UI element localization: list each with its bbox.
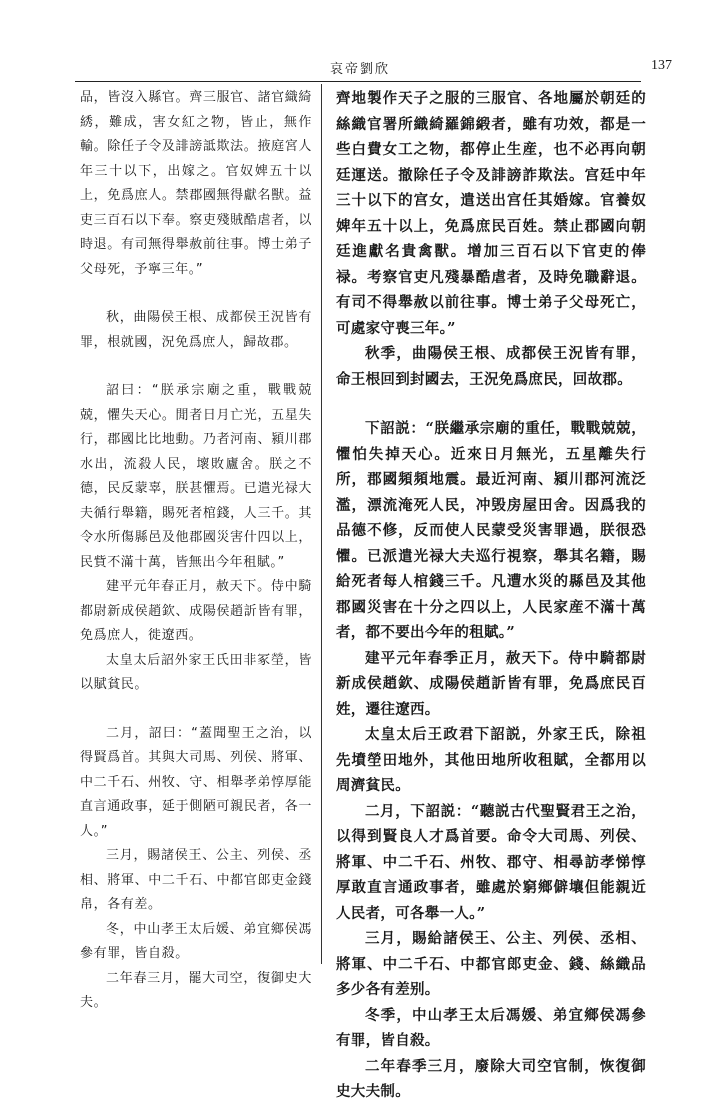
original-paragraph: 秋，曲陽侯王根、成都侯王況皆有罪，根就國，況免爲庶人，歸故郡。: [80, 310, 312, 350]
original-paragraph: 三月，賜諸侯王、公主、列侯、丞相、將軍、中二千石、中都官郎吏金錢帛，各有差。: [80, 848, 312, 912]
original-paragraph: 建平元年春正月，赦天下。侍中騎都尉新成侯趙欽、成陽侯趙訢皆有罪，免爲庶人，徙遼西。: [80, 579, 312, 643]
original-paragraph: 品，皆沒入縣官。齊三服官、諸官織綺綉，難成，害女紅之物，皆止，無作輸。除任子令及誹謗詆欺法。掖庭宮人年三十以下，出嫁之。官奴婢五十以上，免爲庶人。禁郡國無得獻名獸。益吏三百石以下奉。察吏殘賊酷虐者，以時退。有司無得舉赦前往事。博士弟子父母死，予寧三年。”: [80, 90, 312, 277]
translation-paragraph: 秋季，曲陽侯王根、成都侯王況皆有罪，命王根回到封國去，王況免爲庶民，回故郡。: [336, 345, 646, 388]
translation-paragraph: 二年春季三月，廢除大司空官制，恢復御史大夫制。: [336, 1057, 646, 1100]
translation-column: [336, 86, 646, 1105]
translation-paragraph: 建平元年春季正月，赦天下。侍中騎都尉新成侯趙欽、成陽侯趙訢皆有罪，免爲庶民百姓，遷往遼西。: [336, 649, 646, 718]
translation-paragraph: 太皇太后王政君下詔説，外家王氏，除祖先墳塋田地外，其他田地所收租賦，全都用以周濟貧民。: [336, 726, 646, 794]
original-paragraph: 太皇太后詔外家王氏田非冢塋，皆以賦貧民。: [80, 652, 312, 692]
original-paragraph: 詔曰：“朕承宗廟之重，戰戰兢兢，懼失天心。閒者日月亡光，五星失行，郡國比比地動。乃者河南、潁川郡水出，流殺人民，壞敗廬舍。朕之不德，民反蒙辜，朕甚懼焉。已遣光禄大夫循行舉籍，賜死者棺錢，人三千。其令水所傷縣邑及他郡國災害什四以上，民貲不滿十萬，皆無出今年租賦。”: [80, 383, 312, 570]
translation-paragraph: 齊地製作天子之服的三服官、各地屬於朝廷的絲織官署所織綺羅錦緞者，雖有功效，都是一些白費女工之物，都停止生産，也不必再向朝廷運送。撤除任子令及誹謗詐欺法。宫廷中年三十以下的宫女，遣送出宫任其婚嫁。官養奴婢年五十以上，免爲庶民百姓。禁止郡國向朝廷進獻名貴禽獸。增加三百石以下官吏的俸禄。考察官吏凡殘暴酷虐者，及時免職辭退。有司不得舉赦以前往事。博士弟子父母死亡，可處家守喪三年。”: [336, 90, 646, 337]
column-divider: [321, 84, 322, 964]
translation-paragraph: 下詔説：“朕繼承宗廟的重任，戰戰兢兢，懼怕失掉天心。近來日月無光，五星離失行所，郡國頻頻地震。最近河南、潁川郡河流泛濫，漂流淹死人民，冲毁房屋田舍。因爲我的品德不修，反而使人民蒙受災害罪過，朕很恐懼。已派遣光禄大夫巡行視察，舉其名籍，賜給死者每人棺錢三千。凡遭水災的縣邑及其他郡國災害在十分之四以上，人民家産不滿十萬者，都不要出今年的租賦。”: [336, 420, 646, 641]
original-paragraph: 二年春三月，罷大司空，復御史大夫。: [80, 970, 312, 1010]
original-text-column: [80, 86, 312, 1016]
original-paragraph: 二月，詔曰：“蓋聞聖王之治，以得賢爲首。其與大司馬、列侯、將軍、中二千石、州牧、守、相舉孝弟惇厚能直言通政事，延于側陋可親民者，各一人。”: [80, 725, 312, 839]
header-rule: [75, 81, 641, 82]
translation-paragraph: 二月，下詔説：“聽説古代聖賢君王之治，以得到賢良人才爲首要。命令大司馬、列侯、將軍、中二千石、州牧、郡守、相尋訪孝悌惇厚敢直言通政事者，雖處於窮鄉僻壤但能親近人民者，可各舉一人。”: [336, 802, 646, 922]
translation-paragraph: 冬季，中山孝王太后馮媛、弟宜鄉侯馮參有罪，皆自殺。: [336, 1006, 646, 1049]
translation-paragraph: 三月，賜給諸侯王、公主、列侯、丞相、將軍、中二千石、中都官郎吏金、錢、絲織品多少各有差别。: [336, 930, 646, 998]
page-number: 137: [651, 58, 672, 73]
header-title: 哀帝劉欣: [330, 62, 391, 77]
original-paragraph: 冬，中山孝王太后媛、弟宜鄉侯馮參有罪，皆自殺。: [80, 921, 312, 961]
